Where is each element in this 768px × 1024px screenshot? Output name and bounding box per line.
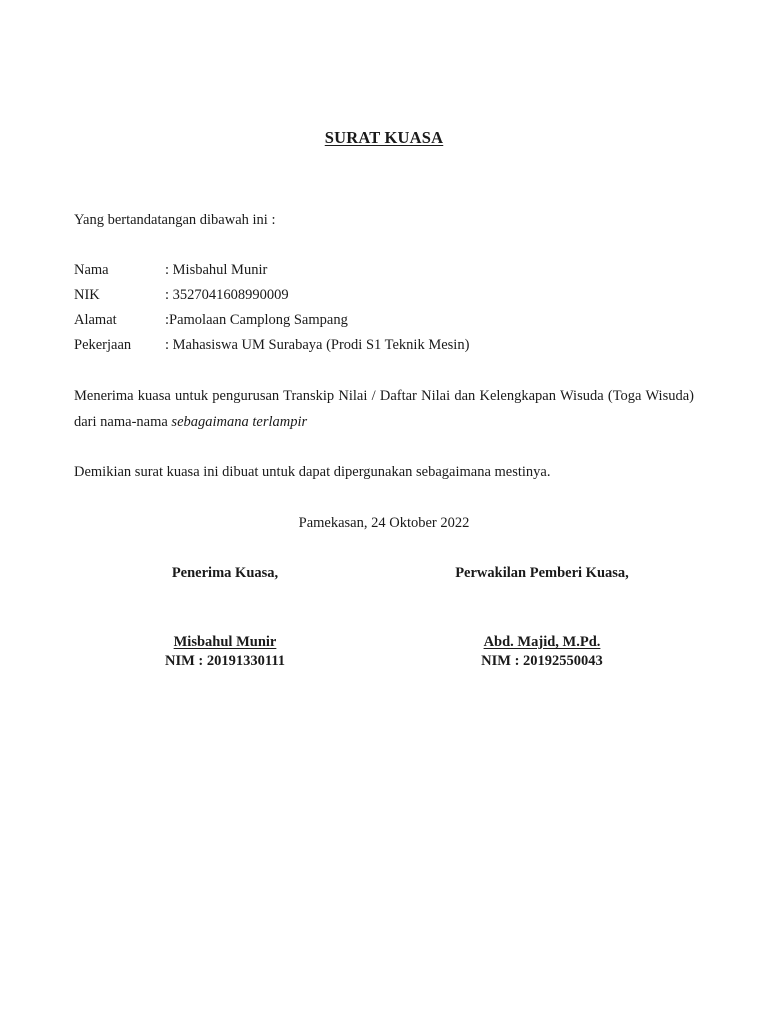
field-label-nik: NIK bbox=[74, 287, 100, 303]
signature-name-right: Abd. Majid, M.Pd. bbox=[483, 634, 601, 650]
signature-block-right bbox=[392, 561, 692, 671]
field-label-alamat: Alamat bbox=[74, 312, 117, 328]
field-row-pekerjaan bbox=[74, 333, 469, 358]
field-value-pekerjaan: : Mahasiswa UM Surabaya (Prodi S1 Teknik Mesin) bbox=[165, 337, 470, 353]
signature-name-left: Misbahul Munir bbox=[173, 634, 277, 650]
signature-block-left bbox=[75, 561, 375, 671]
signature-nim-left: NIM : 20191330111 bbox=[164, 653, 286, 669]
field-row-alamat bbox=[74, 308, 469, 333]
signature-role-right: Perwakilan Pemberi Kuasa, bbox=[455, 565, 629, 581]
document-title: SURAT KUASA bbox=[324, 128, 444, 147]
field-label-nama: Nama bbox=[74, 262, 109, 278]
place-date: Pamekasan, 24 Oktober 2022 bbox=[298, 515, 470, 531]
field-value-nama: : Misbahul Munir bbox=[165, 262, 268, 278]
intro-text: Yang bertandatangan dibawah ini : bbox=[74, 212, 276, 228]
field-value-alamat: :Pamolaan Camplong Sampang bbox=[165, 312, 348, 328]
body-paragraph-1 bbox=[74, 383, 694, 435]
field-label-pekerjaan: Pekerjaan bbox=[74, 337, 132, 353]
body-paragraph-2: Demikian surat kuasa ini dibuat untuk dapat dipergunakan sebagaimana mestinya. bbox=[74, 464, 551, 480]
field-value-nik: : 3527041608990009 bbox=[165, 287, 289, 303]
identity-fields bbox=[74, 258, 469, 358]
field-row-nik bbox=[74, 283, 469, 308]
body-paragraph-1-italic: sebagaimana terlampir bbox=[171, 414, 308, 430]
body-paragraph-1-text: Menerima kuasa untuk pengurusan Transkip Nilai / Daftar Nilai dan Kelengkapan Wisuda (Toga Wisuda) dari nama-nama bbox=[74, 388, 694, 430]
signature-role-left: Penerima Kuasa, bbox=[171, 565, 279, 581]
field-row-nama bbox=[74, 258, 469, 283]
signature-nim-right: NIM : 20192550043 bbox=[481, 653, 603, 669]
